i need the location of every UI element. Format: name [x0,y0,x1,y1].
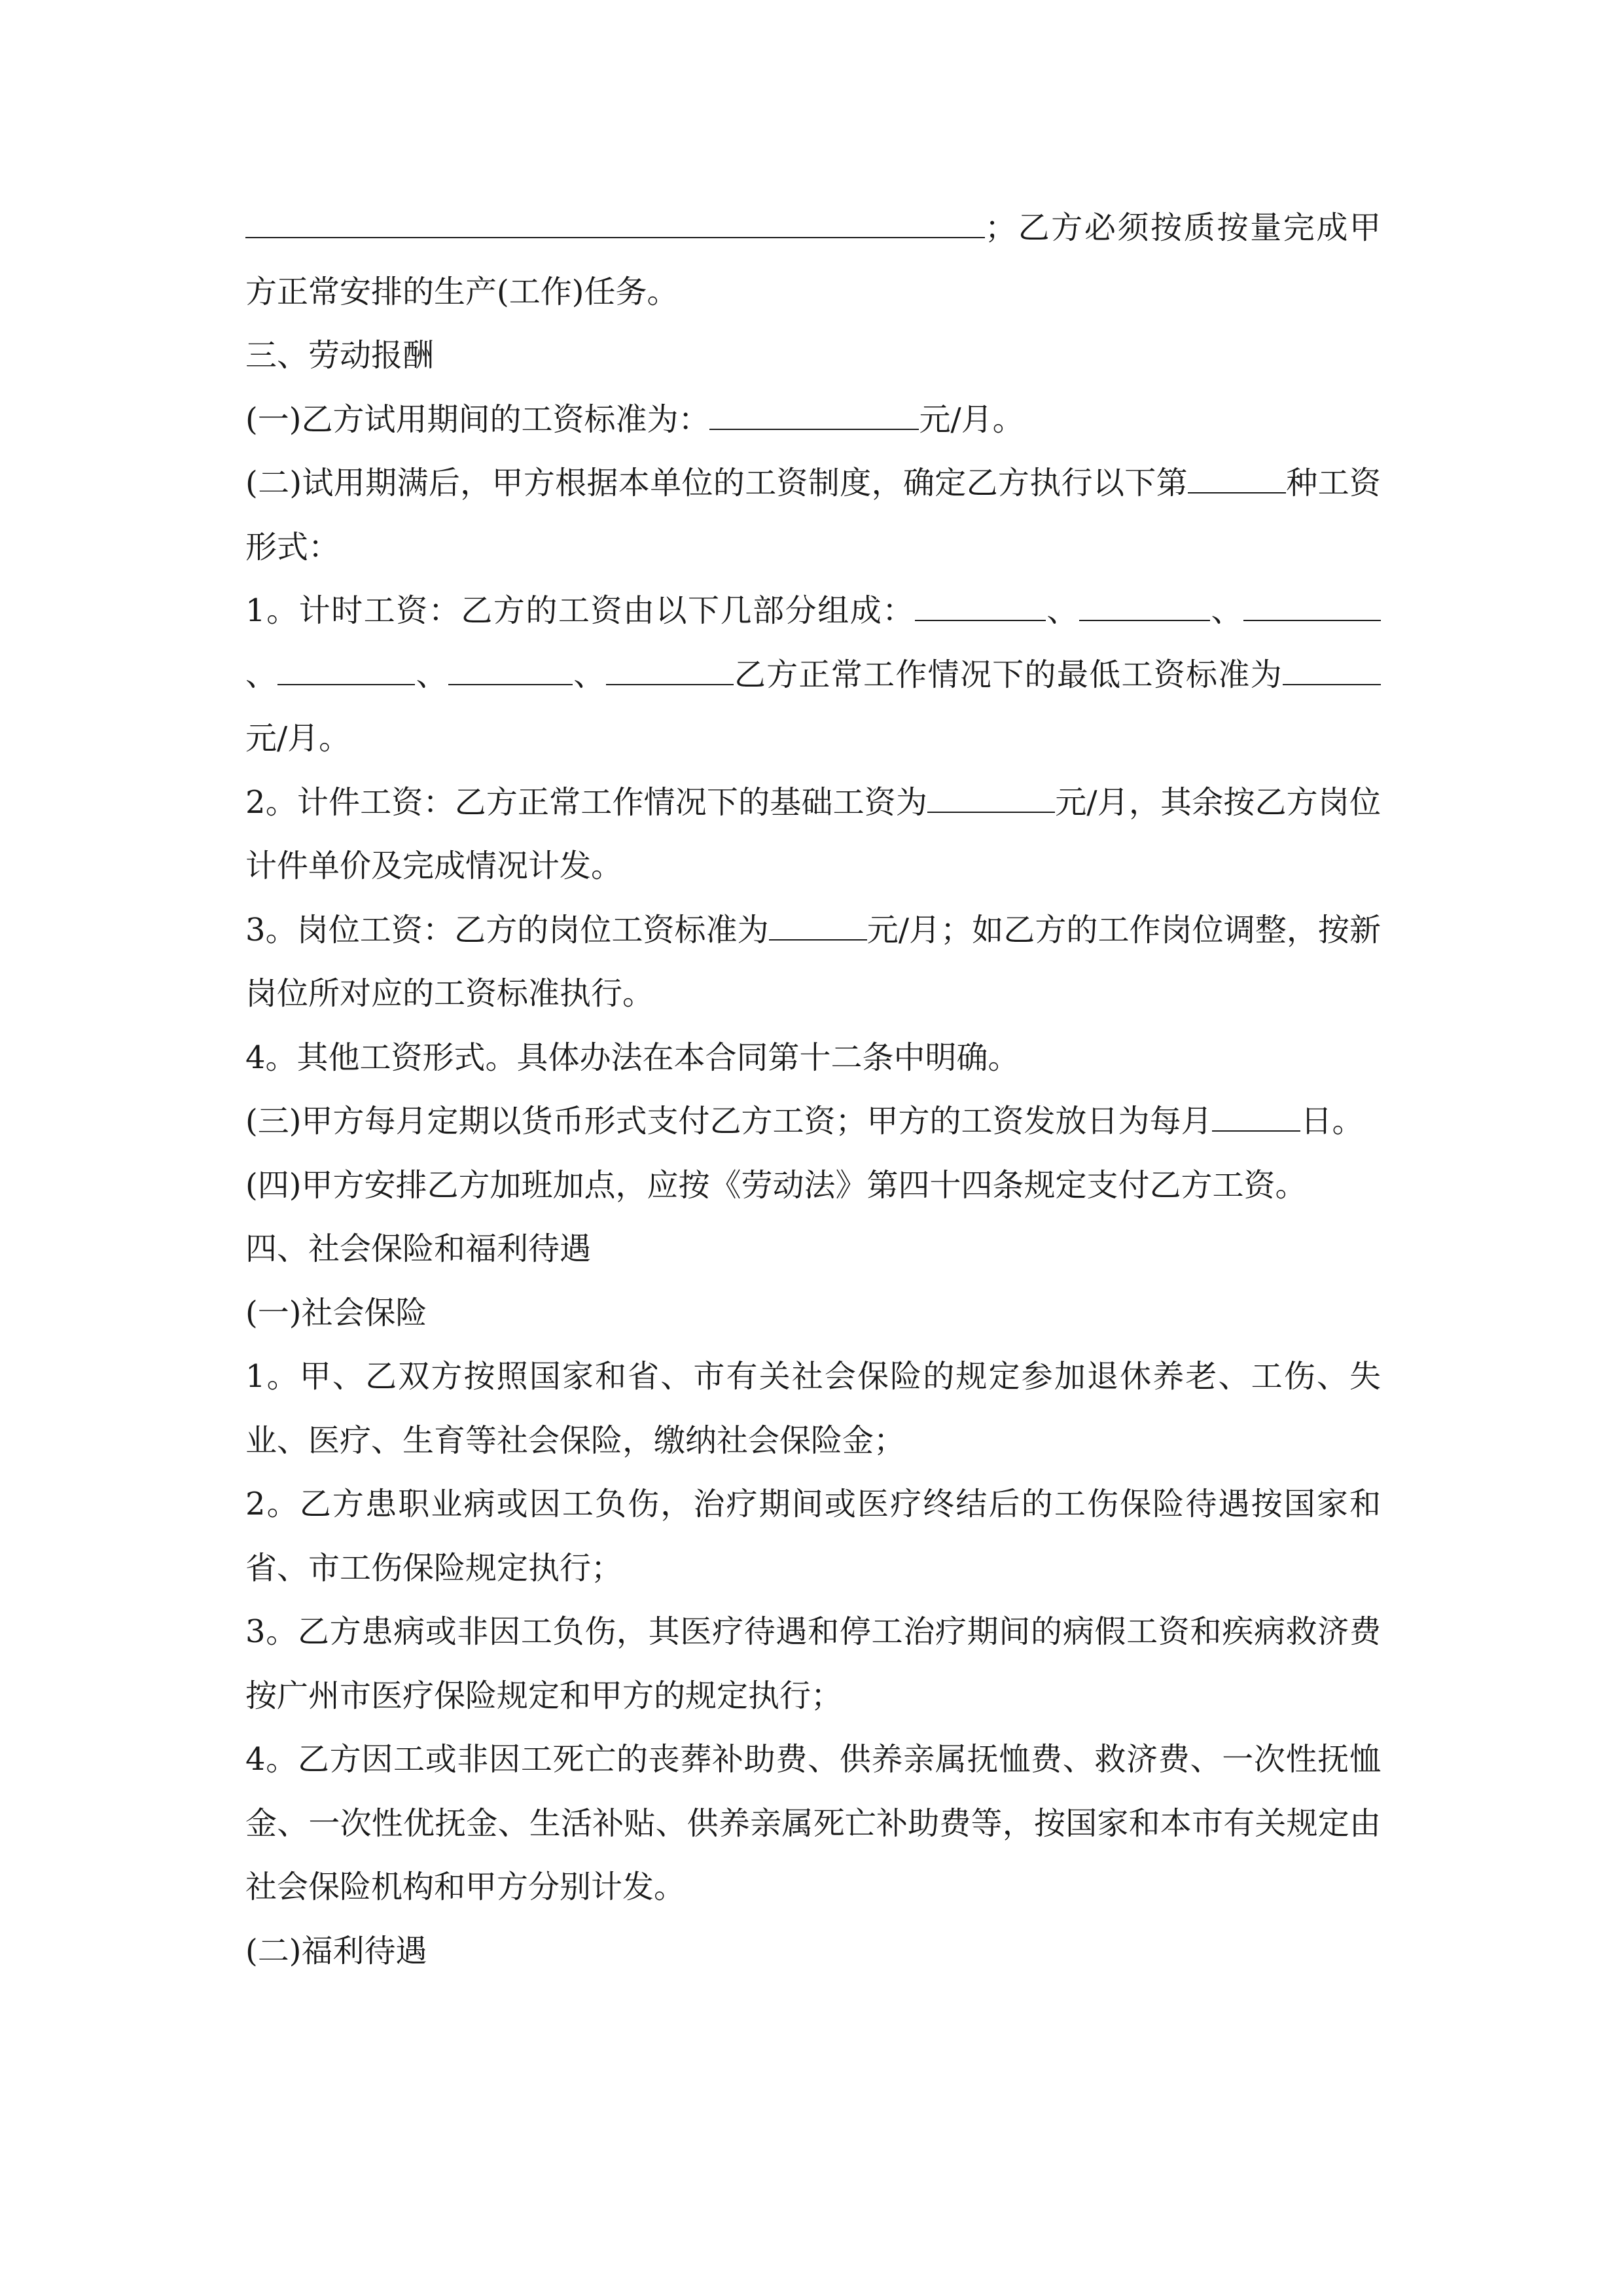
paragraph-time-wage: 1。计时工资：乙方的工资由以下几部分组成： 、 、、 、 、 乙方正常工作情况下的最低工资标准为元/月。 [245,579,1381,771]
blank-field[interactable] [606,647,734,685]
paragraph-pay-day: (三)甲方每月定期以货币形式支付乙方工资；甲方的工资发放日为每月 日。 [245,1090,1381,1154]
blank-field[interactable] [1243,583,1381,621]
blank-field[interactable] [1283,647,1381,685]
blank-field[interactable] [927,775,1055,813]
blank-field[interactable] [709,392,919,430]
blank-field[interactable] [769,903,867,941]
subsection-heading-social-insurance: (一)社会保险 [245,1294,427,1331]
subsection-heading-welfare: (二)福利待遇 [245,1932,427,1969]
paragraph-other-wage: 4。其他工资形式。具体办法在本合同第十二条中明确。 [245,1039,1020,1076]
blank-field[interactable] [1188,456,1286,493]
blank-field[interactable] [915,583,1046,621]
paragraph-probation-wage: (一)乙方试用期间的工资标准为： 元/月。 [245,388,1381,452]
paragraph-post-wage: 3。岗位工资：乙方的岗位工资标准为 元/月；如乙方的工作岗位调整，按新岗位所对应的工资标准执行。 [245,899,1381,1026]
blank-field[interactable] [277,647,415,685]
contract-body [245,196,1381,1983]
paragraph-overtime: (四)甲方安排乙方加班加点，应按《劳动法》第四十四条规定支付乙方工资。 [245,1166,1307,1204]
paragraph-insurance-1: 1。甲、乙双方按照国家和省、市有关社会保险的规定参加退休养老、工伤、失业、医疗、生育等社会保险，缴纳社会保险金； [245,1358,1381,1459]
blank-field[interactable] [245,200,985,238]
section-heading-remuneration: 三、劳动报酬 [245,337,435,374]
blank-field[interactable] [1079,583,1210,621]
paragraph-piece-wage: 2。计件工资：乙方正常工作情况下的基础工资为 元/月，其余按乙方岗位计件单价及完成情况计发。 [245,771,1381,899]
paragraph-wage-form: (二)试用期满后，甲方根据本单位的工资制度，确定乙方执行以下第 种工资形式： [245,452,1381,579]
paragraph-insurance-2: 2。乙方患职业病或因工负伤，治疗期间或医疗终结后的工伤保险待遇按国家和省、市工伤保险规定执行； [245,1486,1381,1587]
paragraph-insurance-4: 4。乙方因工或非因工死亡的丧葬补助费、供养亲属抚恤费、救济费、一次性抚恤金、一次性优抚金、生活补贴、供养亲属死亡补助费等，按国家和本市有关规定由社会保险机构和甲方分别计发。 [245,1741,1381,1905]
blank-field[interactable] [448,647,573,685]
paragraph-insurance-3: 3。乙方患病或非因工负伤，其医疗待遇和停工治疗期间的病假工资和疾病救济费按广州市医疗保险规定和甲方的规定执行； [245,1613,1381,1714]
blank-field[interactable] [1212,1094,1300,1132]
section-heading-insurance-welfare: 四、社会保险和福利待遇 [245,1230,592,1267]
paragraph-work-duty: ；乙方必须按质按量完成甲方正常安排的生产(工作)任务。 [245,196,1381,324]
